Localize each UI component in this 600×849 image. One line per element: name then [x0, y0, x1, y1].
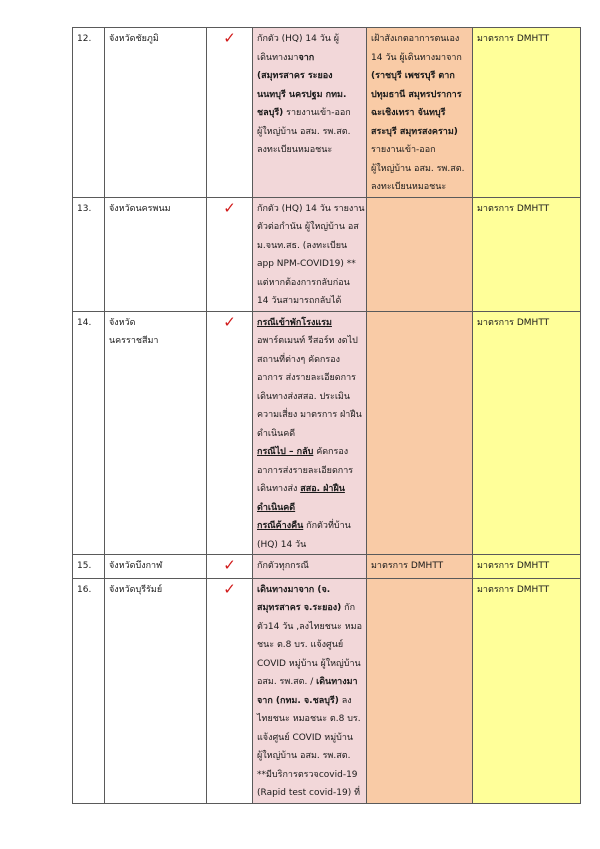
measure-monitor-text: เฝ้าสังเกตอาการตนเอง [371, 34, 460, 44]
measure-origin-line [257, 784, 362, 803]
measure-origin-text: กักตัว (HQ) 14 วัน ผู้ [257, 34, 340, 44]
measure-origin-line [257, 692, 362, 711]
measure-dmhtt-text: มาตรการ DMHTT [477, 317, 550, 328]
measure-dmhtt-text: มาตรการ DMHTT [477, 203, 550, 214]
measure-origin-line [257, 618, 362, 637]
check-cell [207, 555, 253, 579]
measure-origin-text: แจ้งศูนย์ COVID หมู่บ้าน [257, 732, 354, 743]
measure-origin-line [257, 599, 362, 618]
measure-origin-line [257, 369, 362, 388]
measure-origin-text: COVID หมู่บ้าน ผู้ใหญ่บ้าน [257, 658, 361, 669]
measure-origin-line [257, 86, 362, 105]
measure-origin-line [257, 557, 362, 576]
measure-origin-line [257, 388, 362, 407]
measure-origin-line [257, 710, 362, 729]
province-name: นครราชสีมา [109, 336, 159, 346]
measure-origin-line [257, 123, 362, 142]
measure-monitor-text: ผู้ใหญ่บ้าน อสม. รพ.สต. [371, 163, 465, 174]
row-number-cell [73, 311, 105, 555]
measure-origin-text: ดำเนินคดี [257, 502, 296, 513]
measure-origin-text: กัก [341, 603, 356, 613]
measure-origin-text: สถานที่ต่างๆ คัดกรอง [257, 354, 341, 365]
measure-origin-text: ความเสี่ยง มาตรการ ฝ่าฝืน [257, 410, 362, 420]
measure-origin-line [257, 292, 362, 311]
checkmark-icon: ✓ [223, 579, 236, 598]
measure-dmhtt-text: มาตรการ DMHTT [477, 34, 550, 44]
measure-origin-text: (Rapid test covid-19) ที่ [257, 788, 361, 798]
measure-dmhtt-text: มาตรการ DMHTT [477, 561, 550, 571]
table-row [73, 197, 581, 311]
check-cell [207, 578, 253, 803]
checkmark-icon: ✓ [223, 29, 236, 47]
row-number: 14. [77, 317, 92, 328]
row-number-cell [73, 28, 105, 198]
measure-origin-text: อาการ ส่งรายละเอียดการ [257, 373, 356, 383]
measure-origin-text: ไทยชนะ หมอชนะ ต.8 บร. [257, 714, 361, 724]
measure-origin-text: เดินทางส่งสสอ. ประเมิน [257, 391, 350, 402]
measure-origin-text: ลงทะเบียนหมอชนะ [257, 145, 333, 155]
measure-origin-line [257, 766, 362, 785]
measure-monitor-line [371, 160, 468, 179]
measure-origin-line [257, 517, 362, 536]
measure-origin-line [257, 480, 362, 499]
measure-monitor-line [371, 141, 468, 160]
measure-origin-line [257, 536, 362, 555]
measure-origin-text: กรณีเข้าพักโรงแรม [257, 317, 332, 328]
measure-origin-text: กักตัวทุกกรณี [257, 561, 309, 571]
province-name: จังหวัดบึงกาฬ [109, 561, 163, 571]
measure-monitor-line [371, 557, 468, 576]
measure-origin-text: ลง [338, 695, 352, 706]
measure-origin-text: สมุทรสาคร จ.ระยอง) [257, 603, 342, 613]
checkmark-icon: ✓ [223, 198, 236, 217]
row-number-cell [73, 578, 105, 803]
measure-origin-text: อพาร์ตเมนท์ รีสอร์ท งดไป [257, 336, 358, 346]
measure-origin-text: ชลบุรี) [257, 108, 284, 118]
measure-dmhtt-cell [473, 197, 581, 311]
measure-origin-line [257, 200, 365, 219]
measure-origin-line [257, 351, 362, 370]
province-cell [105, 28, 207, 198]
measure-monitor-line [371, 30, 468, 49]
measure-monitor-line [371, 49, 468, 68]
measure-origin-line [257, 425, 362, 444]
province-name: จังหวัด [109, 317, 136, 328]
measure-origin-text: เดินทางมาจาก (จ. [257, 584, 331, 595]
province-cell [105, 197, 207, 311]
measure-monitor-line [371, 104, 468, 123]
measure-monitor-text: (ราชบุรี เพชรบุรี ตาก [371, 71, 455, 81]
measure-origin-text: เดินทางส่ง [257, 484, 301, 494]
checkmark-icon: ✓ [223, 556, 236, 574]
measure-dmhtt-line [477, 200, 576, 219]
measure-origin-text: ผู้ใหญ่บ้าน อสม. รพ.สต. [257, 751, 351, 761]
measure-origin-text: รายงานเข้า-ออก [283, 108, 351, 118]
measure-origin-line [257, 332, 362, 351]
measure-origin-line [257, 237, 362, 256]
measure-dmhtt-text: มาตรการ DMHTT [477, 584, 550, 595]
measure-monitor-line [371, 67, 468, 86]
province-cell [105, 311, 207, 555]
measure-origin-line [257, 49, 362, 68]
measure-origin-text: **มีบริการตรวจcovid-19 [257, 769, 358, 780]
measure-monitor-text: มาตรการ DMHTT [371, 561, 444, 571]
table-row [73, 28, 581, 198]
row-number: 12. [77, 34, 92, 44]
measure-monitor-line [371, 123, 468, 142]
measure-origin-line [257, 406, 362, 425]
measure-origin-text: อาการส่งรายละเอียดการ [257, 465, 354, 476]
measure-origin-line [257, 499, 362, 518]
province-cell [105, 578, 207, 803]
measure-origin-line [257, 655, 362, 674]
measure-origin-text: นนทบุรี นครปฐม กทม. [257, 89, 347, 100]
measure-monitor-text: ฉะเชิงเทรา จันทบุรี [371, 108, 446, 118]
measure-origin-line [257, 581, 362, 600]
measure-origin-line [257, 729, 362, 748]
measure-monitor-cell [367, 555, 473, 579]
measure-origin-cell [253, 578, 367, 803]
measure-dmhtt-line [477, 30, 576, 49]
measure-origin-cell [253, 555, 367, 579]
measure-origin-text: ดำเนินคดี [257, 428, 296, 439]
measure-monitor-cell [367, 197, 473, 311]
province-measures-table [72, 27, 581, 804]
measure-monitor-text: ปทุมธานี สมุทรปราการ [371, 89, 462, 100]
row-number: 13. [77, 203, 92, 214]
measure-origin-text: app NPM-COVID19) ** [257, 259, 356, 269]
check-cell [207, 28, 253, 198]
measure-monitor-line [371, 86, 468, 105]
measure-dmhtt-line [477, 314, 576, 333]
measure-origin-text: กรณีไป – กลับ [257, 447, 314, 457]
province-cell [105, 555, 207, 579]
measure-origin-cell [253, 28, 367, 198]
measure-origin-cell [253, 197, 367, 311]
measure-origin-text: ผู้ใหญ่บ้าน อสม. รพ.สต. [257, 126, 351, 137]
province-name: จังหวัดชัยภูมิ [109, 34, 159, 44]
measure-origin-text: ม.จนท.สธ. (ลงทะเบียน [257, 240, 348, 251]
measure-origin-line [257, 443, 362, 462]
measure-origin-line [257, 255, 362, 274]
measure-origin-line [257, 30, 362, 49]
measure-origin-text: คัดกรอง [313, 447, 349, 457]
measure-origin-line [257, 141, 362, 160]
measure-monitor-cell [367, 578, 473, 803]
measure-monitor-text: สระบุรี สมุทรสงคราม) [371, 126, 458, 137]
measure-origin-line [257, 636, 362, 655]
check-cell [207, 197, 253, 311]
row-number-cell [73, 555, 105, 579]
measure-dmhtt-cell [473, 28, 581, 198]
measure-origin-cell [253, 311, 367, 555]
measure-origin-text: จาก (กทม. จ.ชลบุรี) [257, 695, 339, 706]
measure-monitor-text: ลงทะเบียนหมอชนะ [371, 182, 447, 192]
province-name: จังหวัดบุรีรัมย์ [109, 584, 163, 595]
measure-origin-text: (สมุทรสาคร ระยอง [257, 71, 333, 81]
measure-origin-line [257, 67, 362, 86]
measure-dmhtt-cell [473, 578, 581, 803]
table-row [73, 555, 581, 579]
measure-origin-text: จาก [298, 52, 315, 63]
row-number-cell [73, 197, 105, 311]
measure-origin-line [257, 673, 362, 692]
measure-monitor-text: รายงานเข้า-ออก [371, 145, 436, 155]
measure-dmhtt-cell [473, 555, 581, 579]
measure-origin-text: ตัวต่อกำนัน ผู้ใหญ่บ้าน อส [257, 222, 359, 232]
table-row [73, 311, 581, 555]
checkmark-icon: ✓ [223, 312, 236, 331]
measure-dmhtt-line [477, 557, 576, 576]
measure-monitor-line [371, 178, 468, 197]
measure-origin-text: อสม. รพ.สต. / [257, 677, 317, 687]
measure-origin-line [257, 274, 362, 293]
measure-dmhtt-line [477, 581, 576, 600]
measure-origin-line [257, 218, 362, 237]
measure-origin-line [257, 462, 362, 481]
measure-monitor-text: 14 วัน ผู้เดินทางมาจาก [371, 52, 462, 63]
measure-origin-text: ตัว14 วัน ,ลงไทยชนะ หมอ [257, 621, 363, 632]
measure-origin-text: สสอ. ฝ่าฝืน [300, 484, 345, 494]
province-name: จังหวัดนครพนม [109, 203, 171, 214]
measure-origin-text: กักตัว (HQ) 14 วัน รายงาน [257, 203, 365, 214]
measure-origin-line [257, 104, 362, 123]
measure-origin-line [257, 747, 362, 766]
measure-origin-text: กักตัวที่บ้าน [303, 521, 351, 531]
measure-monitor-cell [367, 311, 473, 555]
row-number: 16. [77, 584, 92, 595]
measure-origin-text: เดินทางมา [316, 677, 358, 687]
measure-origin-text: ชนะ ต.8 บร. แจ้งศูนย์ [257, 640, 344, 650]
measure-origin-text: แต่หากต้องการกลับก่อน [257, 277, 350, 288]
measure-origin-text: (HQ) 14 วัน [257, 539, 307, 550]
measure-monitor-cell [367, 28, 473, 198]
measure-origin-text: เดินทางมา [257, 52, 299, 63]
row-number: 15. [77, 561, 92, 571]
check-cell [207, 311, 253, 555]
measure-dmhtt-cell [473, 311, 581, 555]
measure-origin-line [257, 314, 362, 333]
measure-origin-text: 14 วันสามารถกลับได้ [257, 296, 342, 306]
table-row [73, 578, 581, 803]
measure-origin-text: กรณีค้างคืน [257, 521, 304, 531]
